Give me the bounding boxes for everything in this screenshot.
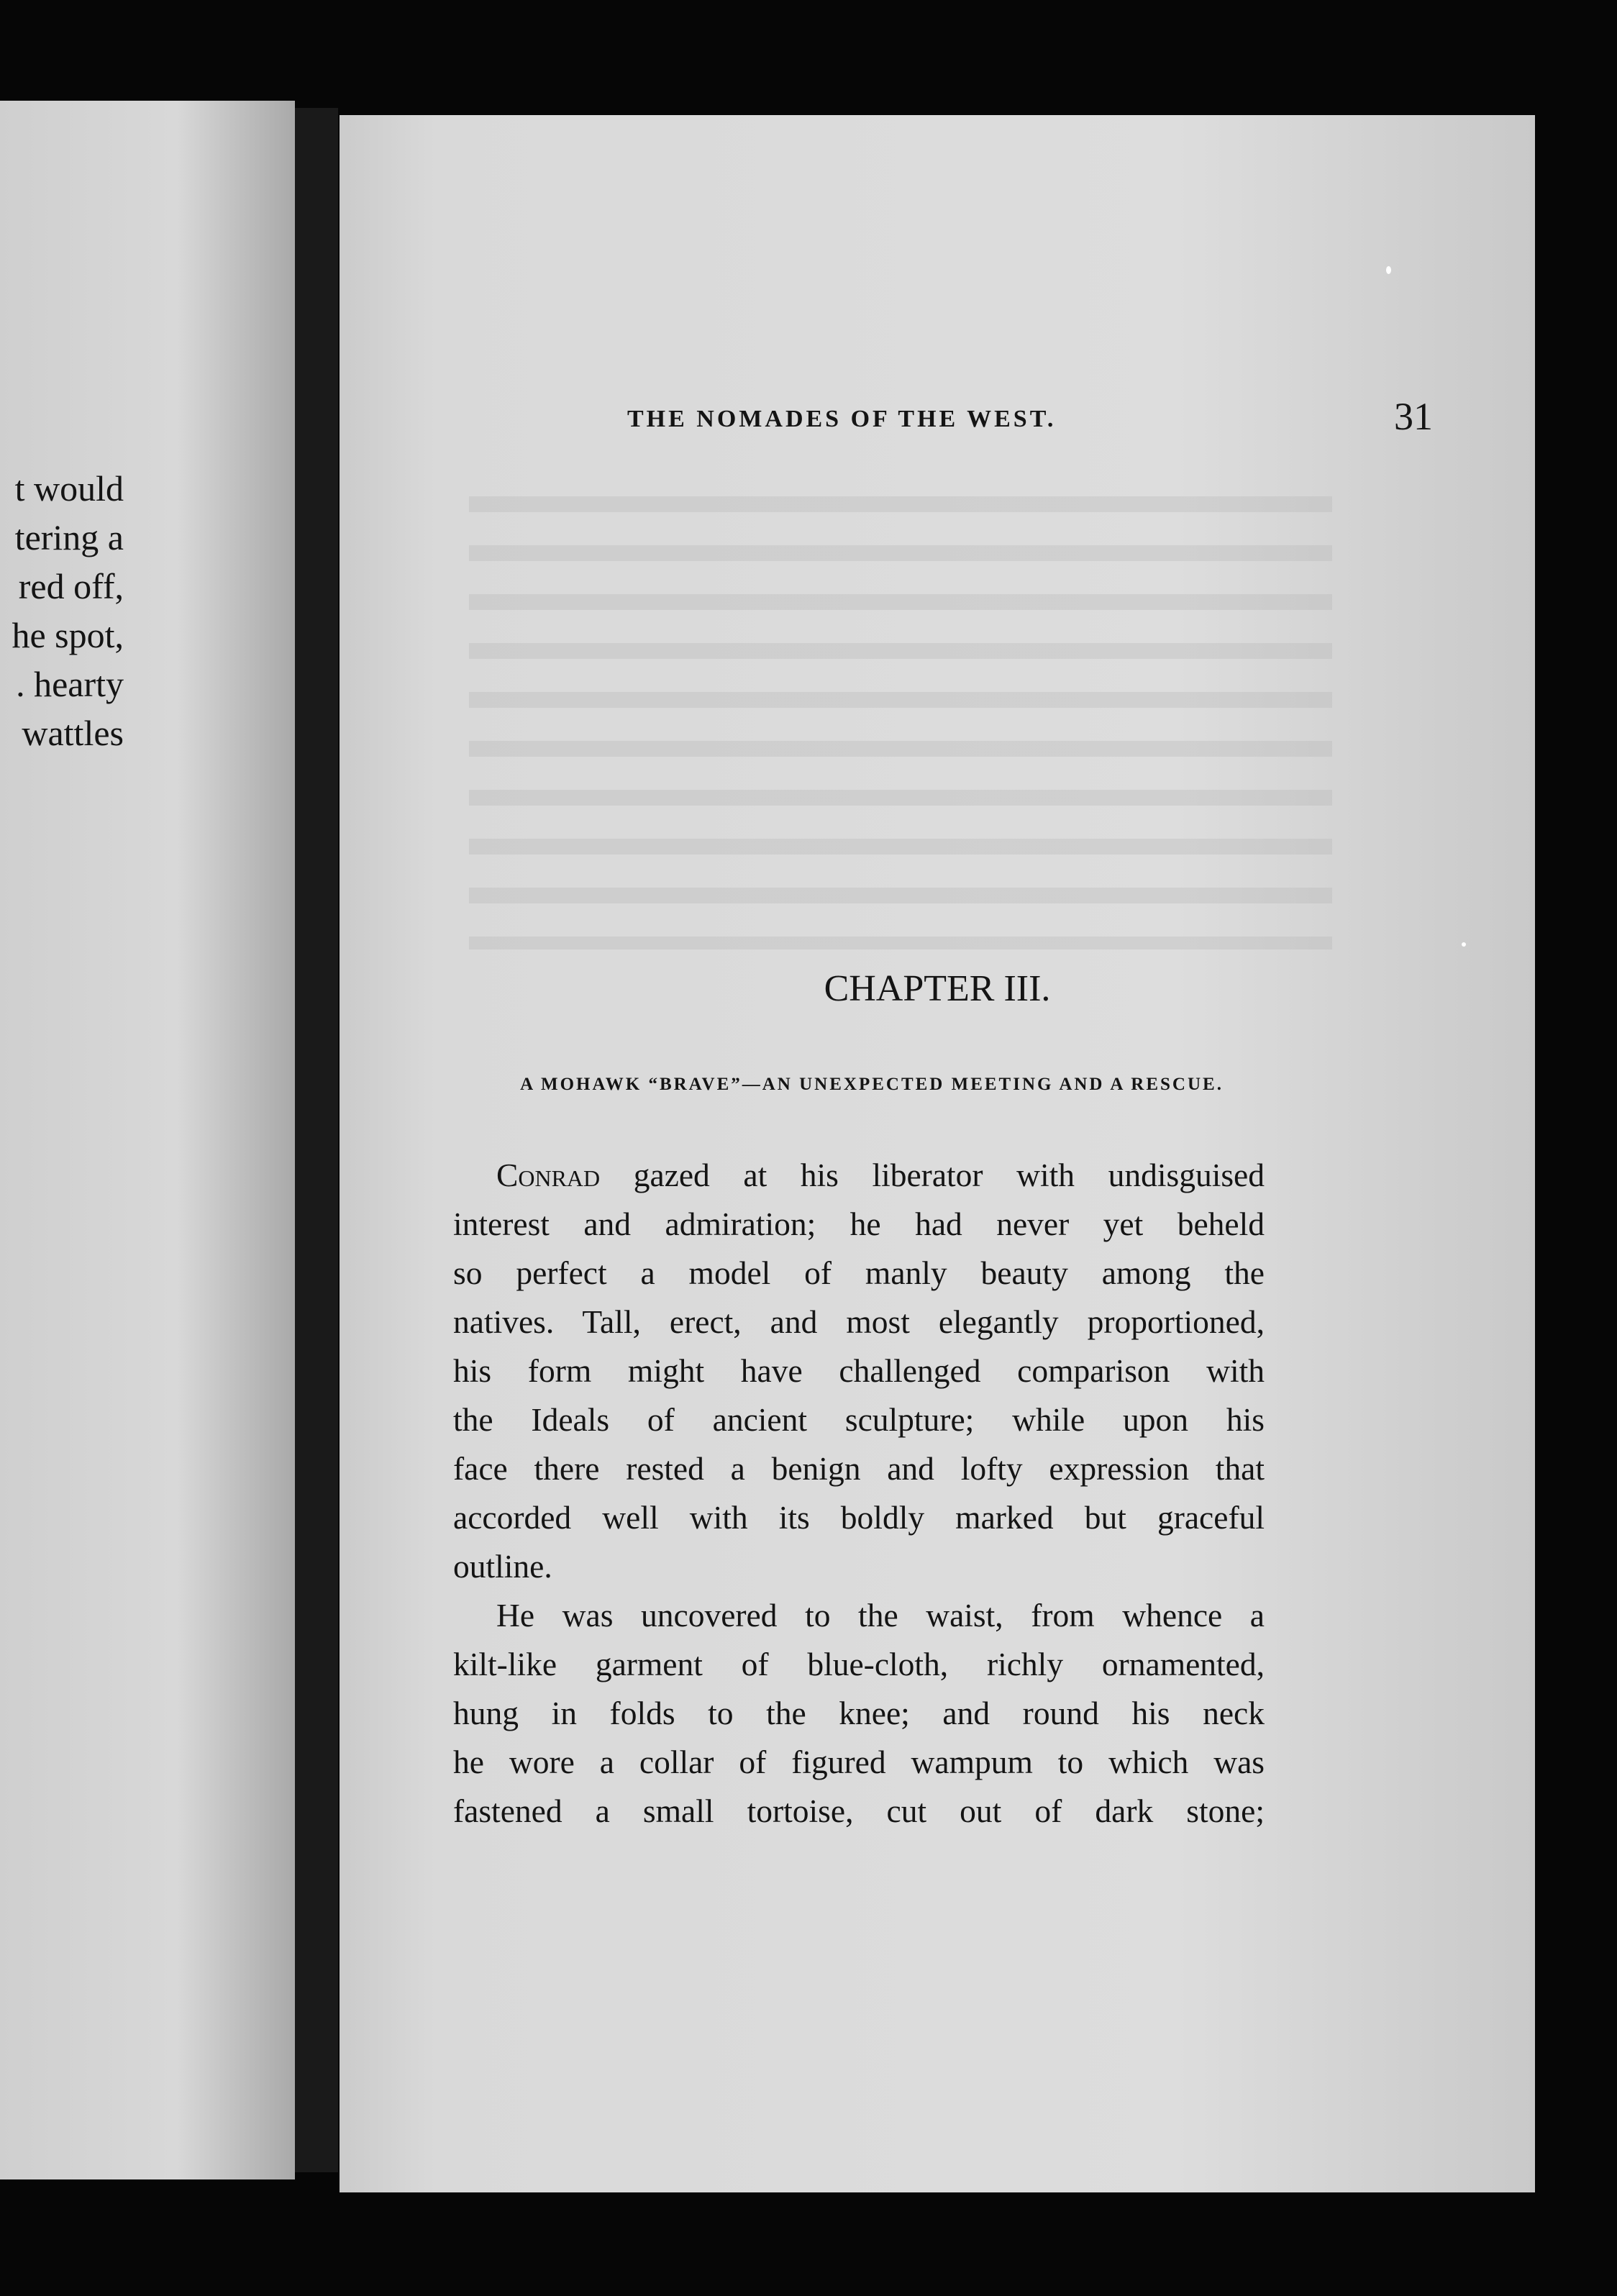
- paragraph-line: fastened a small tortoise, cut out of dark stone;: [453, 1792, 1265, 1829]
- paragraph-line: so perfect a model of manly beauty among the: [453, 1254, 1265, 1291]
- left-page-line: red off,: [18, 566, 124, 606]
- left-facing-page: [0, 101, 295, 2179]
- paragraph-line: the Ideals of ancient sculpture; while upon his: [453, 1401, 1265, 1438]
- book-gutter: [295, 108, 338, 2172]
- paragraph-line: his form might have challenged comparison with: [453, 1352, 1265, 1389]
- paragraph-line: face there rested a benign and lofty expression that: [453, 1450, 1265, 1487]
- paragraph-first-word: Conrad: [496, 1157, 601, 1193]
- paragraph-line-text: gazed at his liberator with undisguised: [600, 1157, 1265, 1193]
- paragraph-line: interest and admiration; he had never yet beheld: [453, 1206, 1265, 1242]
- body-text: [453, 1151, 1265, 1836]
- running-head-title: THE NOMADES OF THE WEST.: [627, 406, 1057, 432]
- paragraph-line: outline.: [453, 1548, 552, 1585]
- chapter-title: CHAPTER III.: [824, 968, 1051, 1009]
- running-head: [627, 381, 1433, 439]
- book-page: [340, 115, 1535, 2192]
- left-page-line: tering a: [14, 517, 124, 557]
- scan-speck: [1462, 942, 1466, 947]
- paragraph-line: accorded well with its boldly marked but graceful: [453, 1499, 1265, 1536]
- left-page-line: wattles: [22, 713, 124, 753]
- left-page-line: . hearty: [16, 664, 124, 704]
- scan-speck: [1386, 266, 1391, 274]
- left-page-line: t would: [14, 468, 124, 509]
- page-number: 31: [1394, 395, 1433, 438]
- paragraph-line: natives. Tall, erect, and most elegantly proportioned,: [453, 1303, 1265, 1340]
- paragraph-line: kilt-like garment of blue-cloth, richly ornamented,: [453, 1646, 1265, 1682]
- show-through-text: [469, 475, 1332, 949]
- chapter-subtitle: A MOHAWK “BRAVE”—AN UNEXPECTED MEETING AND A RESCUE.: [520, 1075, 1224, 1094]
- paragraph-line: [453, 1151, 1265, 1200]
- left-page-line: he spot,: [12, 615, 124, 655]
- paragraph-line: He was uncovered to the waist, from whence a: [496, 1597, 1265, 1634]
- paragraph-line: he wore a collar of figured wampum to which was: [453, 1744, 1265, 1780]
- paragraph-line: hung in folds to the knee; and round his neck: [453, 1695, 1265, 1731]
